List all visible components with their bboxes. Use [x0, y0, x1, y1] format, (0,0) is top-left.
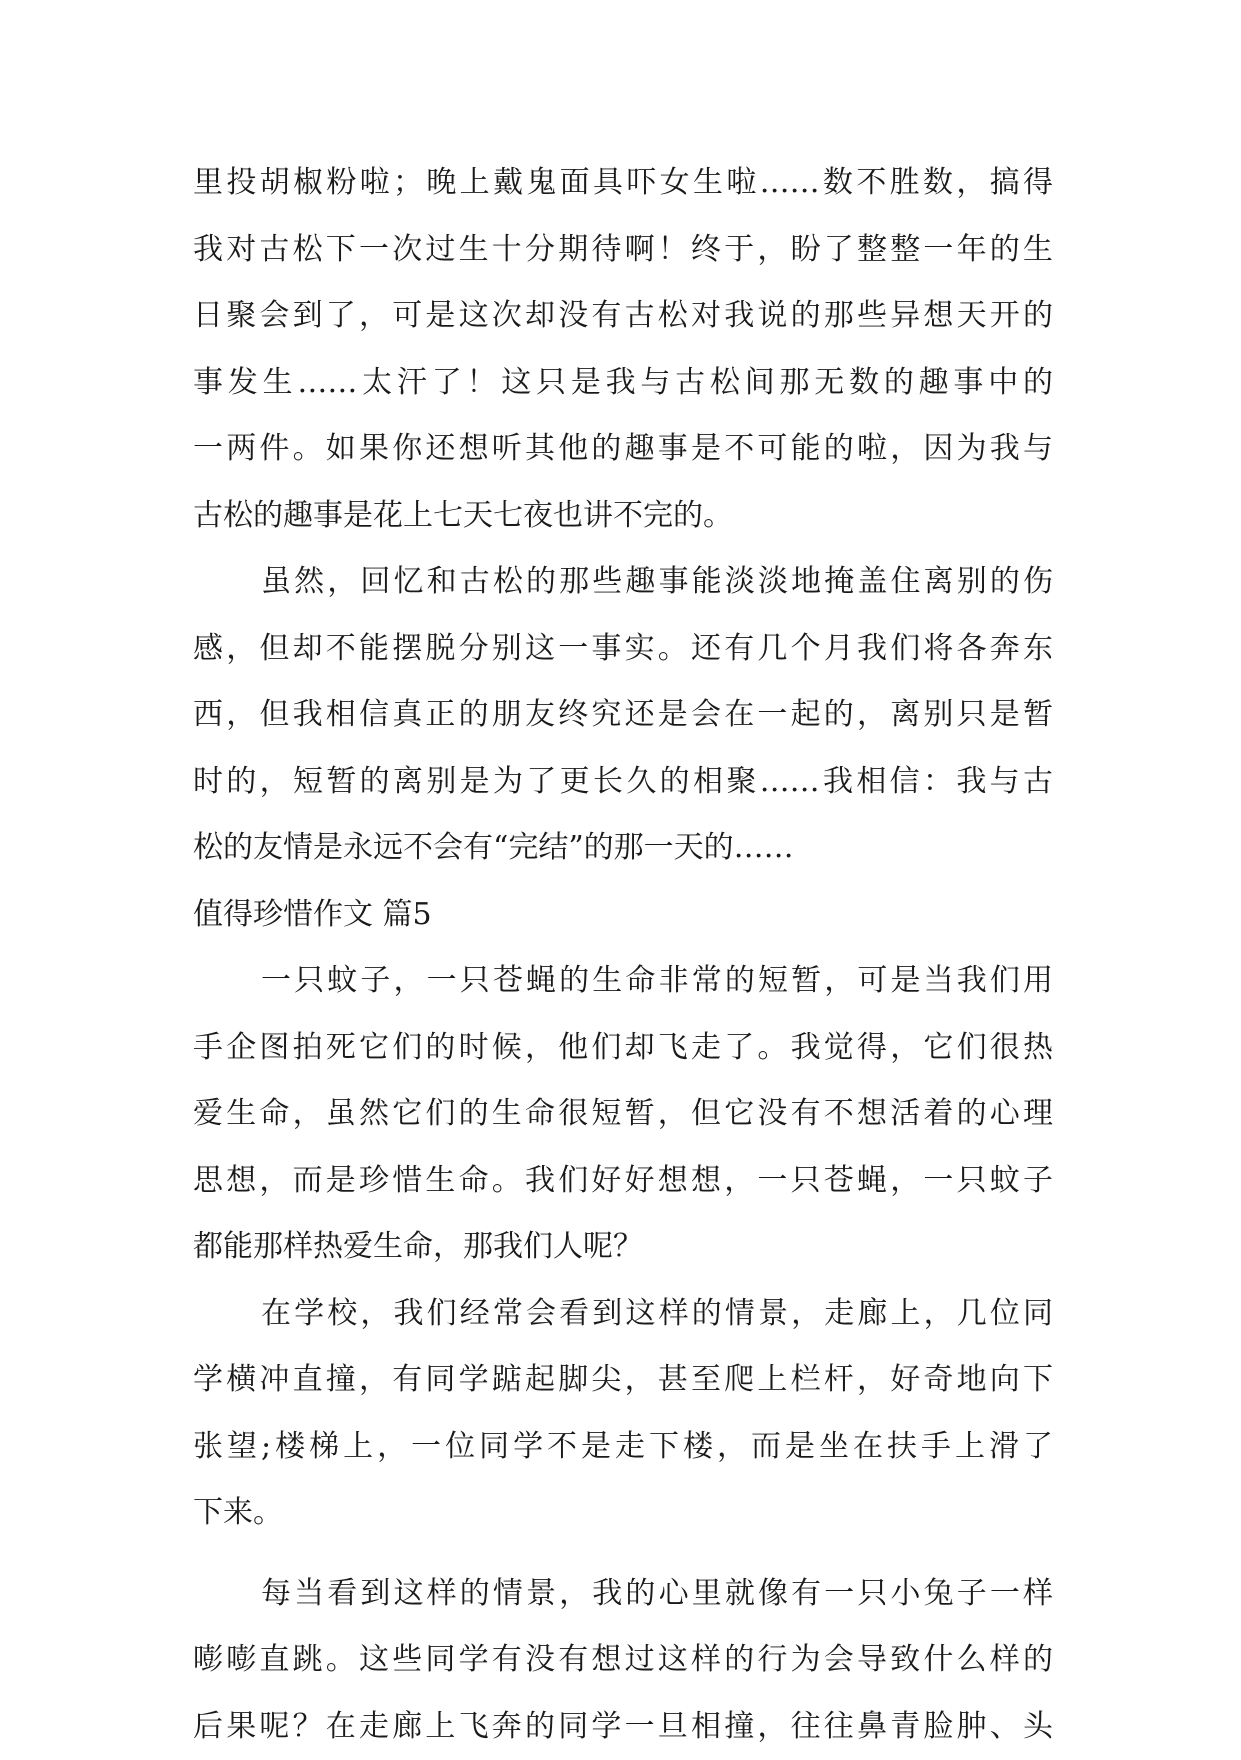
text-line: 里投胡椒粉啦；晚上戴鬼面具吓女生啦……数不胜数，搞得: [193, 150, 1053, 217]
paragraph: [193, 1281, 1053, 1547]
text-line: 嘭嘭直跳。这些同学有没有想过这样的行为会导致什么样的: [193, 1627, 1053, 1694]
heading-text: 值得珍惜作文 篇5: [193, 882, 1053, 949]
text-line: 古松的趣事是花上七天七夜也讲不完的。: [193, 483, 1053, 550]
text-line: 一两件。如果你还想听其他的趣事是不可能的啦，因为我与: [193, 416, 1053, 483]
document-page: [193, 150, 1053, 1760]
text-line: 思想，而是珍惜生命。我们好好想想，一只苍蝇，一只蚊子: [193, 1148, 1053, 1215]
paragraph: [193, 1561, 1053, 1760]
text-line: 每当看到这样的情景，我的心里就像有一只小兔子一样: [193, 1561, 1053, 1628]
text-line: 感，但却不能摆脱分别这一事实。还有几个月我们将各奔东: [193, 616, 1053, 683]
paragraph: [193, 549, 1053, 882]
text-line: 虽然，回忆和古松的那些趣事能淡淡地掩盖住离别的伤: [193, 549, 1053, 616]
text-line: 张望;楼梯上，一位同学不是走下楼，而是坐在扶手上滑了: [193, 1414, 1053, 1481]
text-line: 时的，短暂的离别是为了更长久的相聚……我相信：我与古: [193, 749, 1053, 816]
section-heading: [193, 882, 1053, 949]
paragraph: [193, 150, 1053, 549]
text-line: 都能那样热爱生命，那我们人呢？: [193, 1214, 1053, 1281]
text-line: 爱生命，虽然它们的生命很短暂，但它没有不想活着的心理: [193, 1081, 1053, 1148]
text-line: 后果呢？在走廊上飞奔的同学一旦相撞，往往鼻青脸肿、头: [193, 1694, 1053, 1760]
text-line: 学横冲直撞，有同学踮起脚尖，甚至爬上栏杆，好奇地向下: [193, 1347, 1053, 1414]
text-line: 手企图拍死它们的时候，他们却飞走了。我觉得，它们很热: [193, 1015, 1053, 1082]
text-line: 下来。: [193, 1480, 1053, 1547]
text-line: 我对古松下一次过生十分期待啊！终于，盼了整整一年的生: [193, 217, 1053, 284]
text-line: 日聚会到了，可是这次却没有古松对我说的那些异想天开的: [193, 283, 1053, 350]
text-line: 事发生……太汗了！这只是我与古松间那无数的趣事中的: [193, 350, 1053, 417]
text-line: 一只蚊子，一只苍蝇的生命非常的短暂，可是当我们用: [193, 948, 1053, 1015]
paragraph-gap: [193, 1547, 1053, 1561]
text-line: 在学校，我们经常会看到这样的情景，走廊上，几位同: [193, 1281, 1053, 1348]
text-line: 西，但我相信真正的朋友终究还是会在一起的，离别只是暂: [193, 682, 1053, 749]
text-line: 松的友情是永远不会有“完结”的那一天的……: [193, 815, 1053, 882]
paragraph: [193, 948, 1053, 1281]
